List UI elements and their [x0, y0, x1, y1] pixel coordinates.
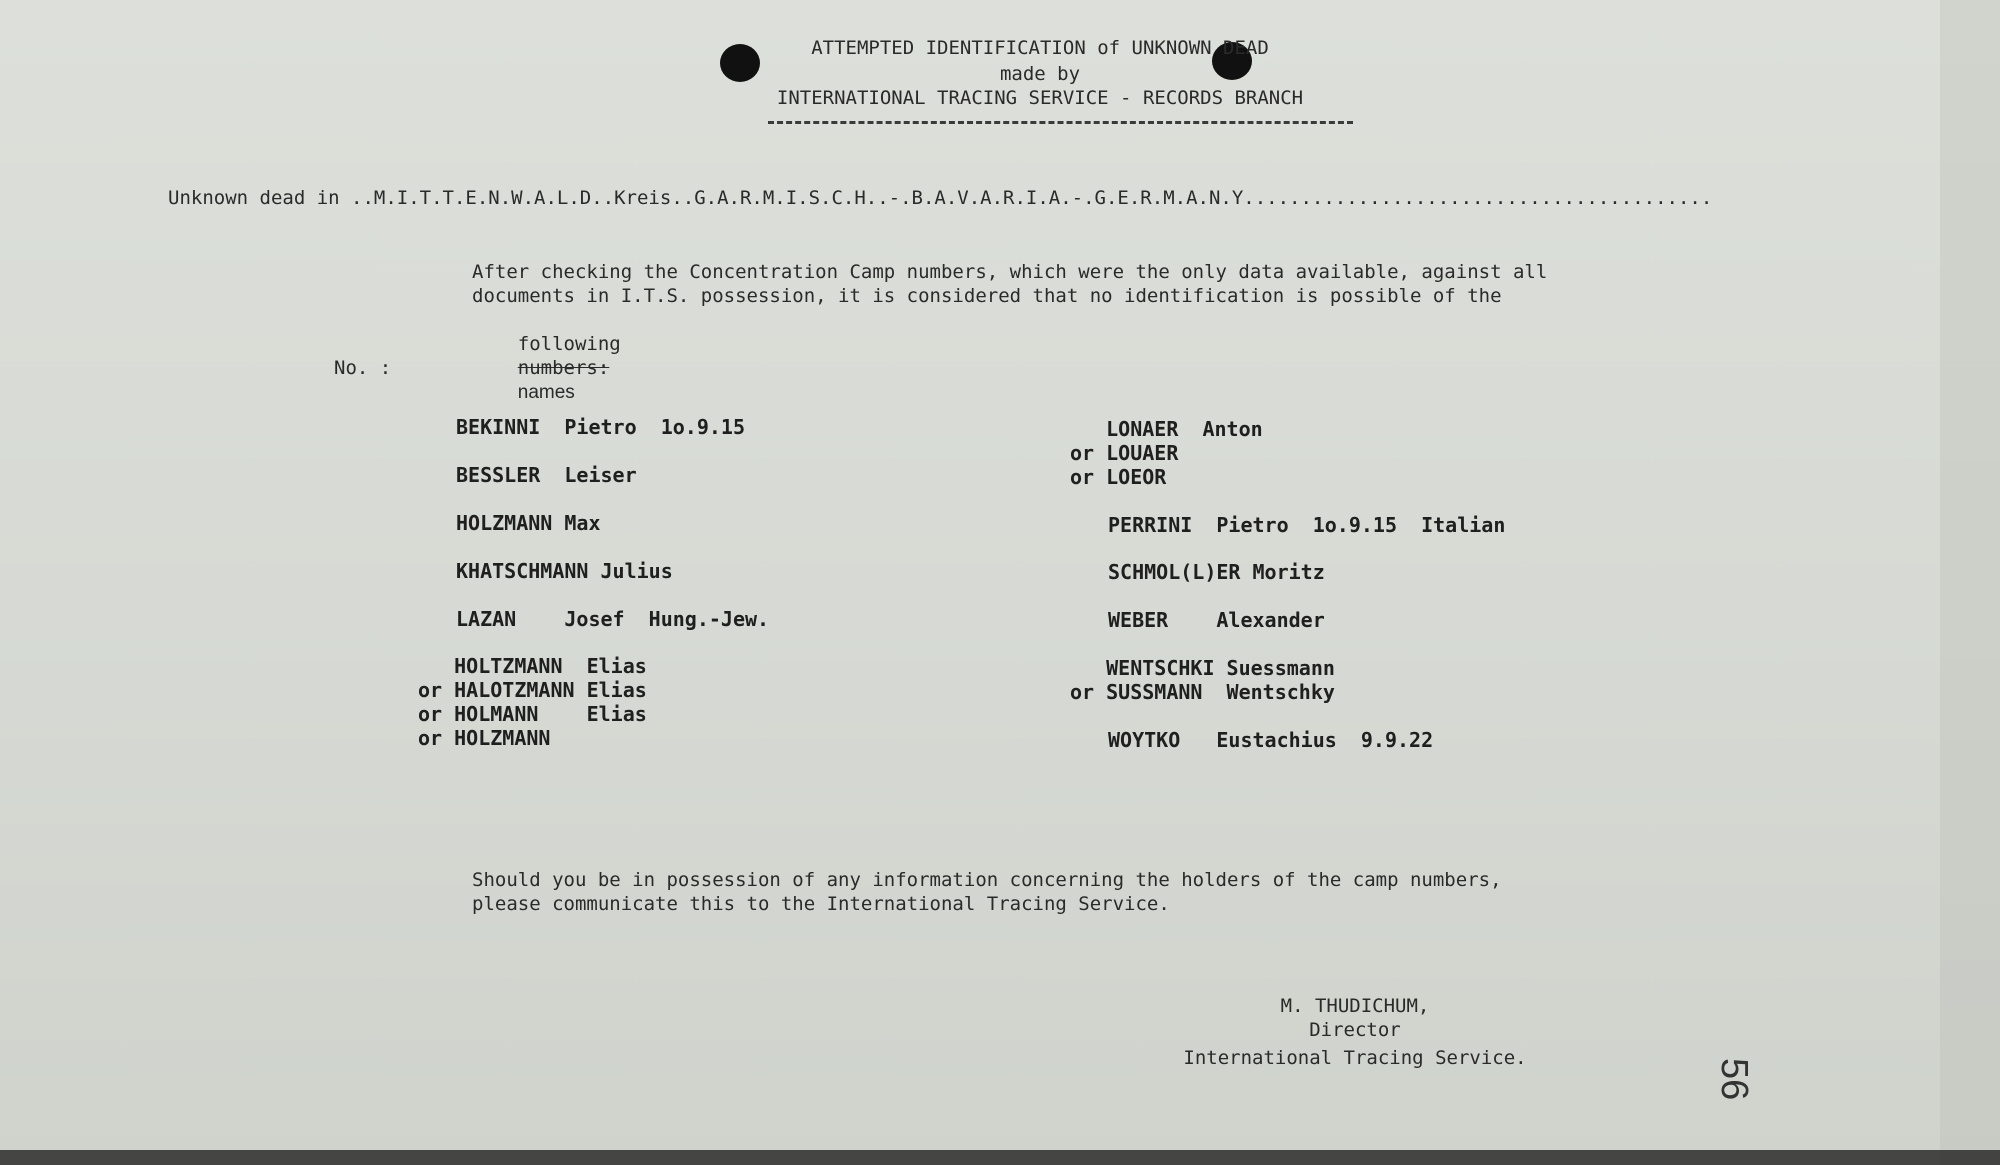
closing-line-1: Should you be in possession of any information concerning the holders of the camp numbers, — [472, 869, 1502, 891]
right-name-6: WEBER Alexander — [1108, 608, 1325, 632]
right-name-9: WOYTKO Eustachius 9.9.22 — [1108, 728, 1434, 752]
right-name-8: or SUSSMANN Wentschky — [1070, 680, 1335, 704]
right-edge-shadow — [1940, 0, 2000, 1165]
handwritten-word: names — [517, 382, 575, 403]
signature-name: M. THUDICHUM, — [1280, 995, 1430, 1017]
right-name-7: WENTSCHKI Suessmann — [1070, 656, 1335, 680]
left-name-2: BESSLER Leiser — [456, 463, 637, 487]
intro-line-2: documents in I.T.S. possession, it is considered that no identification is possible of the — [472, 285, 1502, 307]
right-name-1: LONAER Anton — [1070, 417, 1263, 441]
header-line-2: made by — [999, 63, 1081, 85]
closing-line-2: please communicate this to the International Tracing Service. — [472, 893, 1170, 915]
intro-line-3 — [472, 308, 621, 429]
right-name-3: or LOEOR — [1070, 465, 1167, 489]
bottom-edge-shadow — [0, 1150, 2000, 1165]
header-line-3: INTERNATIONAL TRACING SERVICE - RECORDS BRANCH — [776, 87, 1304, 109]
left-name-5: LAZAN Josef Hung.-Jew. — [456, 607, 770, 631]
right-name-5: SCHMOL(L)ER Moritz — [1108, 560, 1325, 584]
signature-org: International Tracing Service. — [1183, 1047, 1527, 1069]
header-line-1: ATTEMPTED IDENTIFICATION of UNKNOWN DEAD — [811, 37, 1269, 59]
struck-word: numbers: — [517, 357, 610, 379]
header-underline — [768, 121, 1353, 124]
right-name-2: or LOUAER — [1070, 441, 1179, 465]
left-name-9: or HOLZMANN — [418, 726, 551, 750]
intro-line-1: After checking the Concentration Camp numbers, which were the only data available, against all — [472, 261, 1548, 283]
right-name-4: PERRINI Pietro 1o.9.15 Italian — [1108, 513, 1506, 537]
left-name-8: or HOLMANN Elias — [418, 702, 647, 726]
left-name-7: or HALOTZMANN Elias — [418, 678, 647, 702]
left-name-6: HOLTZMANN Elias — [418, 654, 647, 678]
left-name-1: BEKINNI Pietro 1o.9.15 — [456, 415, 745, 439]
no-label: No. : — [334, 357, 392, 379]
page-number: 56 — [1713, 1058, 1755, 1101]
signature-title: Director — [1309, 1019, 1401, 1041]
intro-following: following — [517, 333, 621, 355]
location-line: Unknown dead in ..M.I.T.T.E.N.W.A.L.D..Kreis..G.A.R.M.I.S.C.H..-.B.A.V.A.R.I.A.-.G.E.R.M.A.N.Y......................................... — [168, 187, 1713, 209]
left-name-4: KHATSCHMANN Julius — [456, 559, 673, 583]
left-name-3: HOLZMANN Max — [456, 511, 601, 535]
